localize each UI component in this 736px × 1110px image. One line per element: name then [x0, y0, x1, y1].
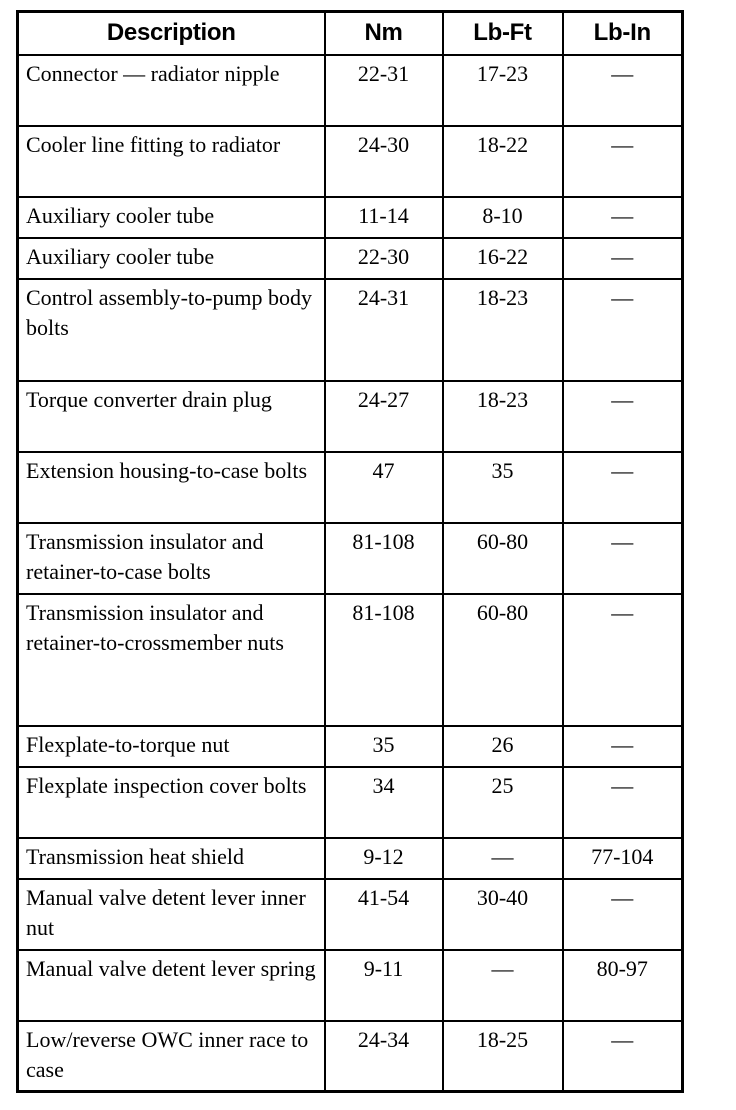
row-nm-value: 24-31 — [325, 279, 443, 381]
row-lb-in-value: — — [563, 197, 683, 238]
row-nm-value: 81-108 — [325, 523, 443, 594]
row-nm-value: 34 — [325, 767, 443, 838]
row-nm-value: 22-30 — [325, 238, 443, 279]
row-lb-ft-value: 60-80 — [443, 594, 563, 726]
table-row — [18, 523, 683, 594]
row-lb-in-value: — — [563, 1021, 683, 1092]
table-row — [18, 381, 683, 452]
row-description: Transmission insulator and retainer-to-case bolts — [18, 523, 325, 594]
table-row — [18, 452, 683, 523]
row-lb-ft-value: 25 — [443, 767, 563, 838]
torque-specification-table — [16, 10, 684, 1093]
row-lb-ft-value: — — [443, 838, 563, 879]
row-description: Extension housing-to-case bolts — [18, 452, 325, 523]
row-nm-value: 24-34 — [325, 1021, 443, 1092]
row-lb-in-value: — — [563, 55, 683, 126]
row-lb-in-value: — — [563, 238, 683, 279]
table-row — [18, 726, 683, 767]
table-row — [18, 279, 683, 381]
header-row — [18, 12, 683, 55]
table-row — [18, 238, 683, 279]
table-row — [18, 594, 683, 726]
row-lb-in-value: — — [563, 126, 683, 197]
row-lb-ft-value: 17-23 — [443, 55, 563, 126]
header-description: Description — [18, 12, 325, 55]
table-row — [18, 838, 683, 879]
row-nm-value: 22-31 — [325, 55, 443, 126]
table-row — [18, 1021, 683, 1092]
header-nm: Nm — [325, 12, 443, 55]
row-description: Low/reverse OWC inner race to case — [18, 1021, 325, 1092]
row-description: Auxiliary cooler tube — [18, 197, 325, 238]
row-description: Transmission insulator and retainer-to-crossmember nuts — [18, 594, 325, 726]
row-nm-value: 9-12 — [325, 838, 443, 879]
row-lb-ft-value: 18-23 — [443, 381, 563, 452]
row-description: Cooler line fitting to radiator — [18, 126, 325, 197]
row-lb-in-value: — — [563, 594, 683, 726]
row-description: Flexplate-to-torque nut — [18, 726, 325, 767]
row-description: Flexplate inspection cover bolts — [18, 767, 325, 838]
row-nm-value: 24-30 — [325, 126, 443, 197]
row-lb-in-value: — — [563, 726, 683, 767]
row-nm-value: 24-27 — [325, 381, 443, 452]
row-lb-in-value: — — [563, 523, 683, 594]
table-row — [18, 879, 683, 950]
row-nm-value: 81-108 — [325, 594, 443, 726]
row-description: Manual valve detent lever spring — [18, 950, 325, 1021]
row-description: Manual valve detent lever inner nut — [18, 879, 325, 950]
row-description: Connector — radiator nipple — [18, 55, 325, 126]
row-lb-ft-value: 18-25 — [443, 1021, 563, 1092]
row-nm-value: 11-14 — [325, 197, 443, 238]
header-lb-ft: Lb-Ft — [443, 12, 563, 55]
row-description: Control assembly-to-pump body bolts — [18, 279, 325, 381]
row-lb-in-value: — — [563, 767, 683, 838]
row-lb-ft-value: 26 — [443, 726, 563, 767]
row-nm-value: 41-54 — [325, 879, 443, 950]
row-lb-in-value: 77-104 — [563, 838, 683, 879]
row-description: Torque converter drain plug — [18, 381, 325, 452]
row-lb-ft-value: 18-22 — [443, 126, 563, 197]
table-row — [18, 197, 683, 238]
table-row — [18, 126, 683, 197]
table-row — [18, 950, 683, 1021]
row-lb-in-value: — — [563, 452, 683, 523]
row-lb-ft-value: 8-10 — [443, 197, 563, 238]
row-lb-ft-value: 18-23 — [443, 279, 563, 381]
row-nm-value: 47 — [325, 452, 443, 523]
row-lb-ft-value: 35 — [443, 452, 563, 523]
row-lb-ft-value: 16-22 — [443, 238, 563, 279]
row-lb-in-value: — — [563, 381, 683, 452]
row-lb-ft-value: 30-40 — [443, 879, 563, 950]
row-lb-in-value: 80-97 — [563, 950, 683, 1021]
row-lb-in-value: — — [563, 279, 683, 381]
row-lb-ft-value: — — [443, 950, 563, 1021]
header-lb-in: Lb-In — [563, 12, 683, 55]
row-lb-in-value: — — [563, 879, 683, 950]
row-description: Transmission heat shield — [18, 838, 325, 879]
table-row — [18, 55, 683, 126]
row-nm-value: 9-11 — [325, 950, 443, 1021]
table-row — [18, 767, 683, 838]
row-lb-ft-value: 60-80 — [443, 523, 563, 594]
row-description: Auxiliary cooler tube — [18, 238, 325, 279]
row-nm-value: 35 — [325, 726, 443, 767]
